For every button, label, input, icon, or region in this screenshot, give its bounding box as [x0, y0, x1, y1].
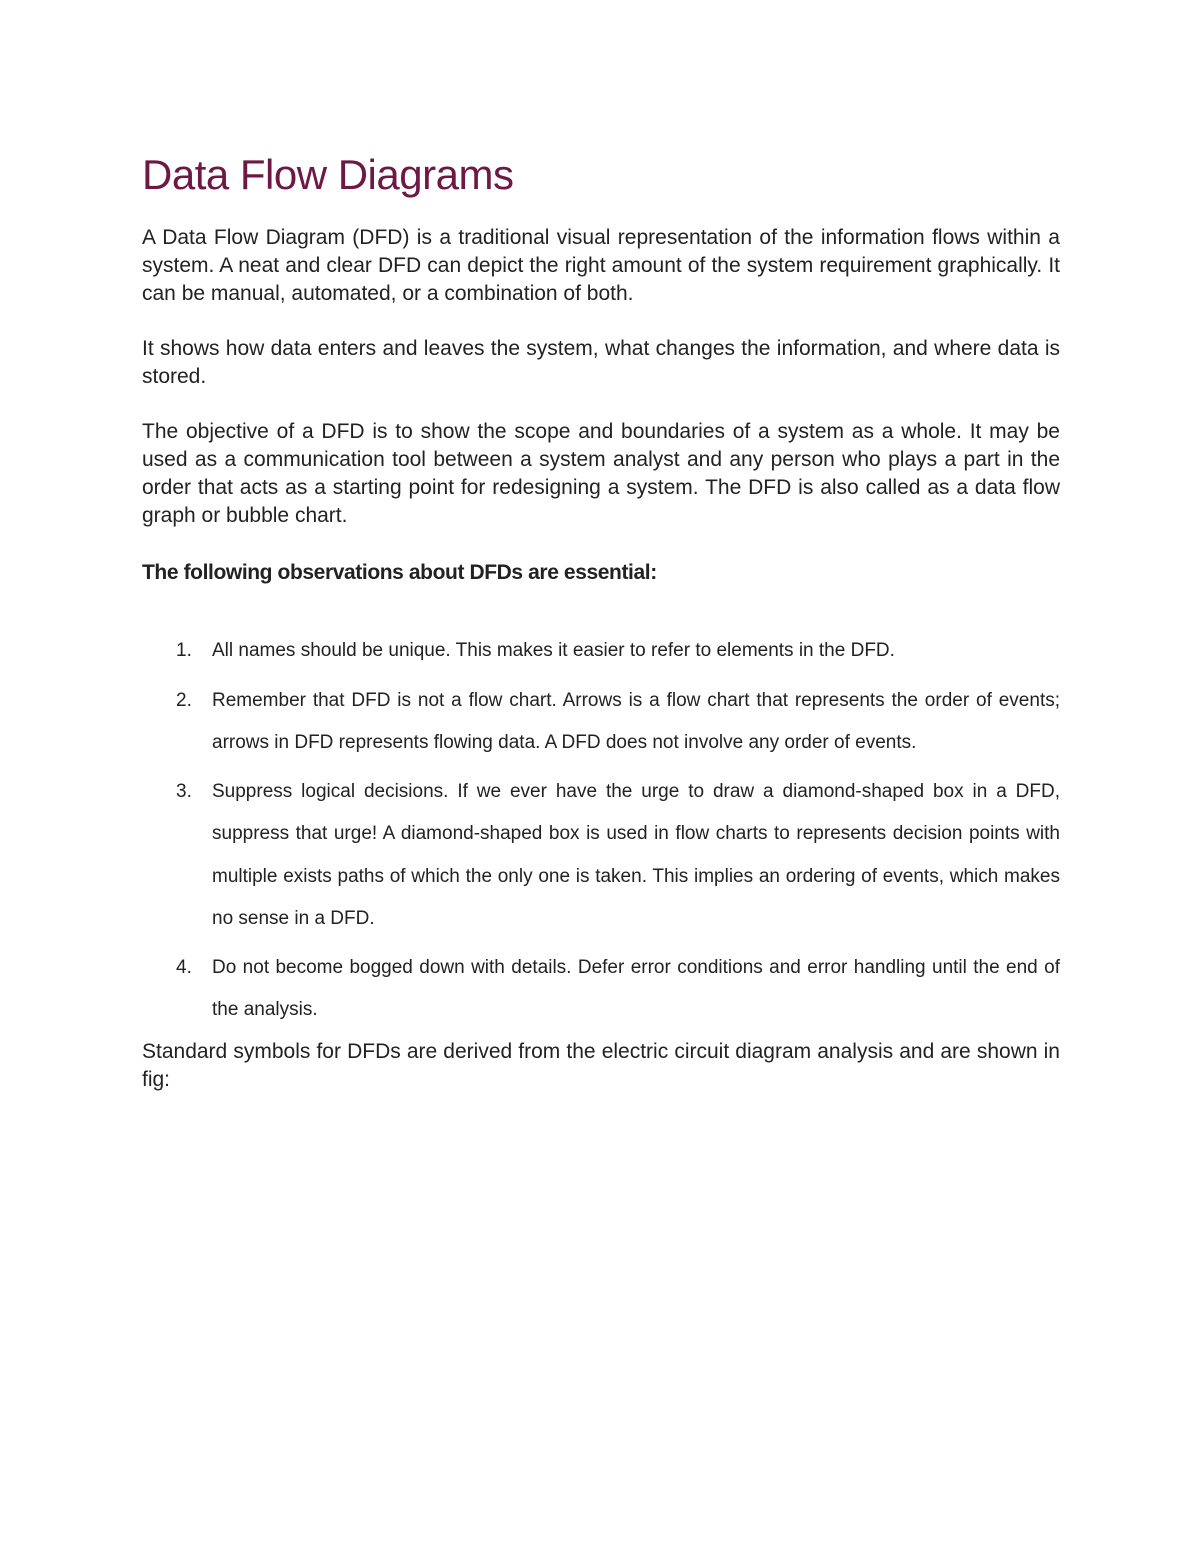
document-page — [142, 148, 1060, 1094]
list-item — [142, 680, 1060, 765]
closing-paragraph: Standard symbols for DFDs are derived from the electric circuit diagram analysis and are shown in fig: — [142, 1039, 1060, 1091]
intro-paragraph: A Data Flow Diagram (DFD) is a traditional visual representation of the information flows within a system. A neat and clear DFD can depict the right amount of the system requirement graphically. It can be manual, automated, or a combination of both. — [142, 226, 1060, 305]
list-item-text: Suppress logical decisions. If we ever have the urge to draw a diamond-shaped box in a DFD, suppress that urge! A diamond-shaped box is used in flow charts to represents decision points with multiple exists paths of which the only one is taken. This implies an ordering of events, which makes no sense in a DFD. — [212, 780, 1060, 929]
list-item — [142, 947, 1060, 1032]
list-item — [142, 771, 1060, 941]
list-item — [142, 630, 1060, 673]
objective-paragraph: The objective of a DFD is to show the scope and boundaries of a system as a whole. It may be used as a communication tool between a system analyst and any person who plays a part in the order that acts as a starting point for redesigning a system. The DFD is also called as a data flow graph or bubble chart. — [142, 420, 1060, 527]
observations-list — [142, 630, 1060, 1032]
list-item-text: Do not become bogged down with details. Defer error conditions and error handling until the end of the analysis. — [212, 956, 1060, 1020]
list-item-number: 3. — [176, 780, 192, 802]
page-title: Data Flow Diagrams — [142, 151, 514, 198]
list-item-text: Remember that DFD is not a flow chart. Arrows is a flow chart that represents the order of events; arrows in DFD represents flowing data. A DFD does not involve any order of events. — [212, 689, 1060, 753]
data-movement-paragraph: It shows how data enters and leaves the system, what changes the information, and where data is stored. — [142, 337, 1060, 388]
list-item-number: 4. — [176, 956, 192, 978]
list-item-text: All names should be unique. This makes it easier to refer to elements in the DFD. — [212, 640, 895, 661]
observations-heading: The following observations about DFDs are essential: — [142, 561, 657, 584]
list-item-number: 2. — [176, 689, 192, 711]
list-item-number: 1. — [176, 640, 192, 661]
